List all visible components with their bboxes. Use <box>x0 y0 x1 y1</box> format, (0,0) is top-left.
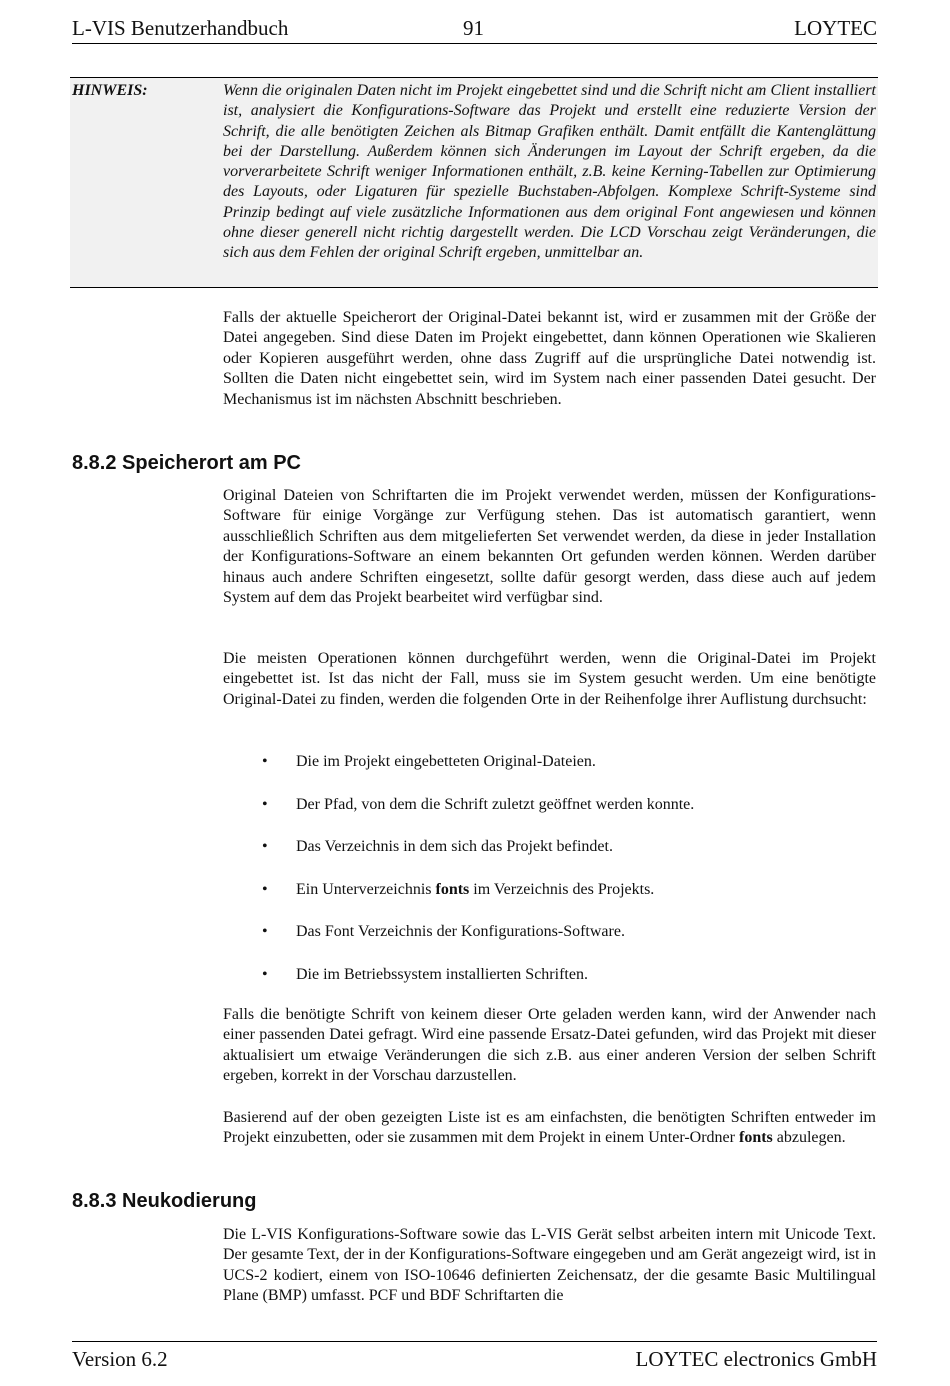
fonts-folder-name: fonts <box>435 880 470 898</box>
list-item <box>223 837 876 880</box>
bullet-icon: • <box>262 965 268 983</box>
paragraph-search-order: Die meisten Operationen können durchgeführt werden, wenn die Original-Datei im Projekt eingebettet ist. Ist das nicht der Fall, muss sie im System gesucht werden. Um eine benötigte Original-Datei zu finden, werden die folgenden Orte in der Reihenfolge ihrer Auflistung durchsucht: <box>223 650 876 708</box>
page-number: 91 <box>463 16 484 40</box>
bullet-icon: • <box>262 923 268 940</box>
paragraph-original-files: Original Dateien von Schriftarten die im Projekt verwendet werden, müssen der Konfigurations-Software für einige Vorgänge zur Verfügung stehen. Das ist automatisch garantiert, wenn ausschließlich Schriften aus dem mitgelieferten Set verwendet werden, da diese in jeder Installation der Konfigurations-Software an einem bekannten Ort gefunden werden können. Werden darüber hinaus auch andere Schriften eingesetzt, sollte dafür gesorgt werden, dass diese auch auf jedem System auf dem das Projekt bearbeitet wird verfügbar sind. <box>223 487 876 607</box>
search-location-list <box>223 752 876 1007</box>
recommendation-text-pre: Basierend auf der oben gezeigten Liste ist es am einfachsten, die benötigten Schriften entweder im Projekt einzubetten, oder sie zusammen mit dem Projekt in einem Unter-Ordner <box>223 1109 876 1147</box>
page-footer <box>72 1341 877 1374</box>
bullet-icon: • <box>262 838 268 855</box>
recommendation-text-post: abzulegen. <box>772 1129 846 1147</box>
list-item <box>223 965 876 1008</box>
list-item-text: Das Font Verzeichnis der Konfigurations-Software. <box>296 923 625 940</box>
list-item-text: Der Pfad, von dem die Schrift zuletzt geöffnet werden konnte. <box>296 795 695 813</box>
note-box <box>70 77 878 288</box>
bullet-icon: • <box>262 795 268 813</box>
footer-company: LOYTEC electronics GmbH <box>635 1347 877 1371</box>
note-label: HINWEIS: <box>72 82 148 99</box>
note-text: Wenn die originalen Daten nicht im Projekt eingebettet sind und die Schrift nicht am Client installiert ist, analysiert die Konfigurations-Software das Projekt und erstellt eine reduzierte Version der Schrift, die alle benötigten Zeichen als Bitmap Grafiken enthält. Damit entfällt die Kantenglättung bei der Darstellung. Außerdem können sich Änderungen im Layout der Schrift ergeben, da die vorverarbeitete Schrift weniger Informationen enthält, z.B. keine Kerning-Tabellen zur Optimierung des Layouts, oder Ligaturen für spezielle Buchstaben-Abfolgen. Komplexe Schrift-Systeme sind Prinzip bedingt auf viele zusätzliche Informationen aus dem original Font angewiesen und können ohne dieser generell nicht richtig dargestellt werden. Die LCD Vorschau zeigt Veränderungen, die sich aus dem Fehlen der original Schrift ergeben, unmittelbar an. <box>223 82 876 262</box>
paragraph-unicode: Die L-VIS Konfigurations-Software sowie das L-VIS Gerät selbst arbeiten intern mit Unicode Text. Der gesamte Text, der in der Konfigurations-Software eingegeben und am Gerät angezeigt wird, ist in UCS-2 kodiert, einem von ISO-10646 definierten Zeichensatz, der die gesamte Basic Multilingual Plane (BMP) umfasst. PCF und BDF Schriftarten die <box>223 1226 876 1305</box>
list-item-text-post: im Verzeichnis des Projekts. <box>469 880 655 898</box>
bullet-icon: • <box>262 753 268 770</box>
header-title: L-VIS Benutzerhandbuch <box>72 16 289 40</box>
list-item <box>223 922 876 965</box>
header-company: LOYTEC <box>794 16 877 40</box>
section-heading-speicherort: 8.8.2 Speicherort am PC <box>72 452 301 474</box>
list-item-text <box>296 880 654 900</box>
page-header <box>72 14 877 44</box>
bullet-icon: • <box>262 880 268 898</box>
list-item-text: Die im Betriebssystem installierten Schriften. <box>296 965 588 983</box>
fonts-folder-name: fonts <box>738 1129 773 1147</box>
paragraph-fallback: Falls die benötigte Schrift von keinem dieser Orte geladen werden kann, wird der Anwender nach einer passenden Datei gefragt. Wird eine passende Ersatz-Datei gefunden, wird das Projekt mit dieser aktualisiert um etwaige Veränderungen die sich z.B. aus einer anderen Version der selben Schrift ergeben, korrekt in der Vorschau darzustellen. <box>223 1006 876 1085</box>
paragraph-storage-location: Falls der aktuelle Speicherort der Original-Datei bekannt ist, wird er zusammen mit der Größe der Datei angegeben. Sind diese Daten im Projekt eingebettet, dann können Operationen wie Skalieren oder Kopieren ausgeführt werden, ohne dass Zugriff auf die ursprüngliche Datei notwendig ist. Sollten die Daten nicht eingebettet sein, wird im System nach einer passenden Datei gesucht. Der Mechanismus ist im nächsten Abschnitt beschrieben. <box>223 309 876 408</box>
list-item-text: Die im Projekt eingebetteten Original-Dateien. <box>296 753 596 770</box>
list-item <box>223 752 876 795</box>
section-heading-neukodierung: 8.8.3 Neukodierung <box>72 1190 257 1212</box>
list-item <box>223 795 876 838</box>
list-item-text: Das Verzeichnis in dem sich das Projekt befindet. <box>296 838 613 855</box>
list-item <box>223 880 876 923</box>
paragraph-recommendation <box>223 1108 876 1149</box>
list-item-text-pre: Ein Unterverzeichnis <box>296 880 436 898</box>
footer-version: Version 6.2 <box>72 1347 168 1371</box>
